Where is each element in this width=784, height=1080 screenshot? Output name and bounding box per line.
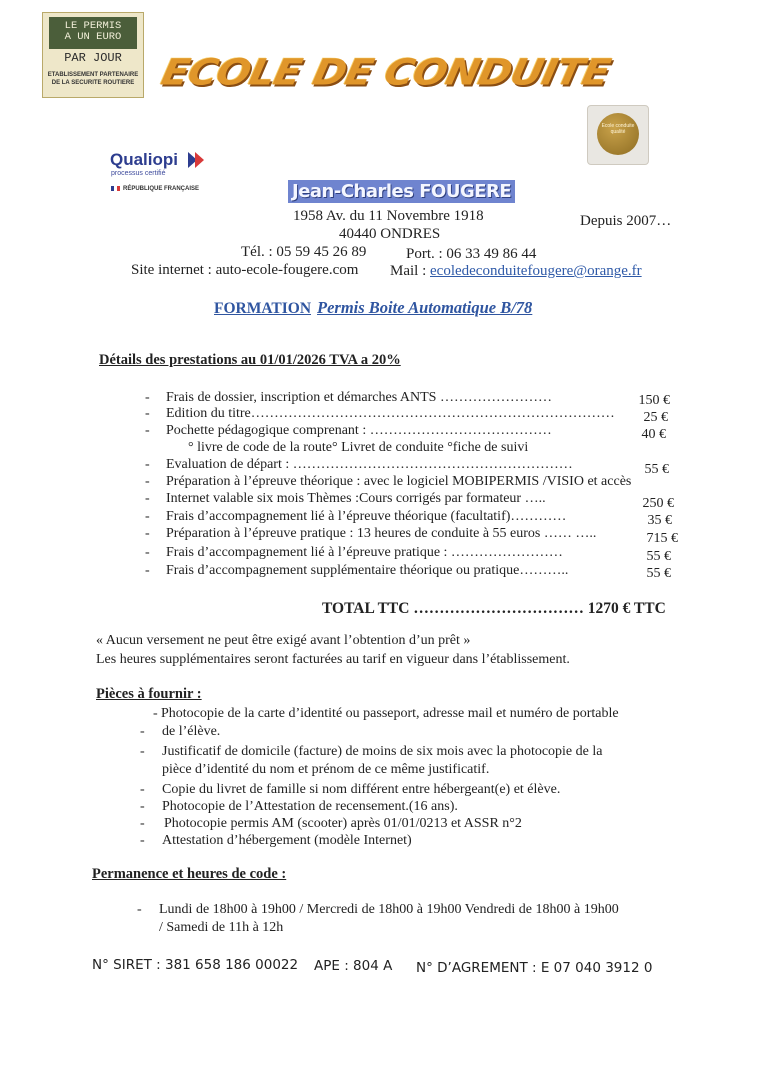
formation-label: FORMATION: [214, 300, 312, 317]
item-price: 150 €: [638, 393, 670, 408]
formation-title: [214, 298, 532, 318]
list-dash: -: [145, 491, 150, 506]
list-item: Photocopie permis AM (scooter) après 01/01/0213 et ASSR n°2: [164, 816, 522, 831]
list-dash: -: [145, 563, 150, 578]
list-dash: -: [140, 744, 145, 759]
list-dash: -: [145, 423, 150, 438]
quality-seal: [587, 105, 649, 165]
agrement-number: N° D’AGREMENT : E 07 040 3912 0: [416, 960, 653, 976]
list-item: Copie du livret de famille si nom différent entre hébergeant(e) et élève.: [162, 782, 561, 797]
badge-line1b: A UN EURO: [64, 31, 122, 43]
badge-header: [49, 17, 137, 49]
item-price: 250 €: [642, 496, 674, 511]
list-dash: -: [140, 833, 145, 848]
qualiopi-logo: [110, 150, 240, 200]
formation-name: Permis Boite Automatique B/78: [317, 298, 533, 317]
list-dash: -: [140, 816, 145, 831]
list-item: Evaluation de départ : ……………………………………………………: [166, 457, 573, 472]
badge-line2: PAR JOUR: [64, 51, 122, 65]
seal-icon: Ecole conduite qualité: [597, 113, 639, 155]
email-line: [390, 263, 642, 280]
badge-line4: DE LA SECURITE ROUTIERE: [51, 80, 135, 86]
list-item: Edition du titre……………………………………………………………………: [166, 406, 615, 421]
list-item: Internet valable six mois Thèmes :Cours corrigés par formateur …..: [166, 491, 546, 506]
list-dash: -: [145, 526, 150, 541]
list-dash: -: [145, 474, 150, 489]
extra-hours-note: Les heures supplémentaires seront facturées au tarif en vigueur dans l’établissement.: [96, 652, 570, 667]
address-line2: 40440 ONDRES: [339, 226, 441, 242]
republic-label: [111, 186, 199, 192]
list-item: Attestation d’hébergement (modèle Internet): [162, 833, 412, 848]
list-item: Préparation à l’épreuve pratique : 13 heures de conduite à 55 euros …… …..: [166, 526, 597, 541]
email-link[interactable]: ecoledeconduitefougere@orange.fr: [430, 263, 642, 279]
list-item: Préparation à l’épreuve théorique : avec le logiciel MOBIPERMIS /VISIO et accès: [166, 474, 632, 489]
republic-text: RÉPUBLIQUE FRANÇAISE: [123, 186, 200, 193]
badge-line3: ETABLISSEMENT PARTENAIRE: [47, 72, 139, 78]
total-ttc: TOTAL TTC …………………………… 1270 € TTC: [322, 600, 666, 617]
item-price: 715 €: [646, 531, 678, 546]
list-dash: -: [153, 706, 158, 721]
list-dash: -: [145, 457, 150, 472]
list-item: Frais de dossier, inscription et démarches ANTS ……………………: [166, 390, 552, 405]
list-item: Frais d’accompagnement supplémentaire théorique ou pratique………..: [166, 563, 569, 578]
list-item: Justificatif de domicile (facture) de moins de six mois avec la photocopie de la: [162, 744, 603, 759]
item-price: 40 €: [641, 427, 666, 442]
list-item: pièce d’identité du nom et prénom de ce même justificatif.: [162, 762, 490, 777]
list-item: Photocopie de la carte d’identité ou passeport, adresse mail et numéro de portable: [161, 706, 619, 721]
item-price: 25 €: [643, 410, 668, 425]
list-item: Pochette pédagogique comprenant : …………………………………: [166, 423, 552, 438]
prestations-heading: Détails des prestations au 01/01/2026 TVA a 20%: [99, 352, 401, 368]
website: Site internet : auto-ecole-fougere.com: [131, 262, 359, 278]
list-dash: -: [140, 799, 145, 814]
partner-badge: [42, 12, 144, 98]
email-label: Mail :: [390, 263, 430, 279]
siret-number: N° SIRET : 381 658 186 00022: [92, 957, 299, 973]
pieces-heading: Pièces à fournir :: [96, 686, 202, 702]
school-title: ECOLE DE CONDUITE: [157, 52, 614, 94]
address-line1: 1958 Av. du 11 Novembre 1918: [293, 208, 484, 224]
ape-code: APE : 804 A: [314, 958, 393, 974]
qualiopi-subtitle: processus certifié: [111, 170, 166, 177]
list-dash: -: [145, 545, 150, 560]
list-item: Frais d’accompagnement lié à l’épreuve pratique : ……………………: [166, 545, 563, 560]
badge-line1: LE PERMIS: [64, 20, 122, 32]
list-dash: -: [145, 390, 150, 405]
item-price: 55 €: [644, 462, 669, 477]
list-dash: -: [137, 902, 142, 917]
flag-icon: [111, 186, 120, 191]
mobile-phone: Port. : 06 33 49 86 44: [406, 246, 537, 262]
list-item: Photocopie de l’Attestation de recensement.(16 ans).: [162, 799, 458, 814]
item-price: 55 €: [646, 566, 671, 581]
list-dash: -: [140, 782, 145, 797]
item-price: 55 €: [646, 549, 671, 564]
badge-subtitle: [47, 71, 139, 87]
list-dash: -: [145, 406, 150, 421]
hours-line1: Lundi de 18h00 à 19h00 / Mercredi de 18h00 à 19h00 Vendredi de 18h00 à 19h00: [159, 902, 619, 917]
qualiopi-arrows-icon: [188, 152, 210, 168]
list-dash: -: [145, 509, 150, 524]
owner-name: Jean-Charles FOUGERE: [288, 180, 515, 203]
item-price: 35 €: [647, 513, 672, 528]
permanence-heading: Permanence et heures de code :: [92, 866, 287, 882]
qualiopi-name: Qualiopi: [110, 150, 178, 169]
list-item: Frais d’accompagnement lié à l’épreuve théorique (facultatif)…………: [166, 509, 567, 524]
list-item: de l’élève.: [162, 724, 221, 739]
telephone: Tél. : 05 59 45 26 89: [241, 244, 367, 260]
loan-note: « Aucun versement ne peut être exigé avant l’obtention d’un prêt »: [96, 633, 471, 648]
since-label: Depuis 2007…: [580, 213, 672, 229]
list-dash: -: [140, 724, 145, 739]
hours-line2: / Samedi de 11h à 12h: [159, 920, 284, 935]
list-item: ° livre de code de la route° Livret de conduite °fiche de suivi: [188, 440, 529, 455]
